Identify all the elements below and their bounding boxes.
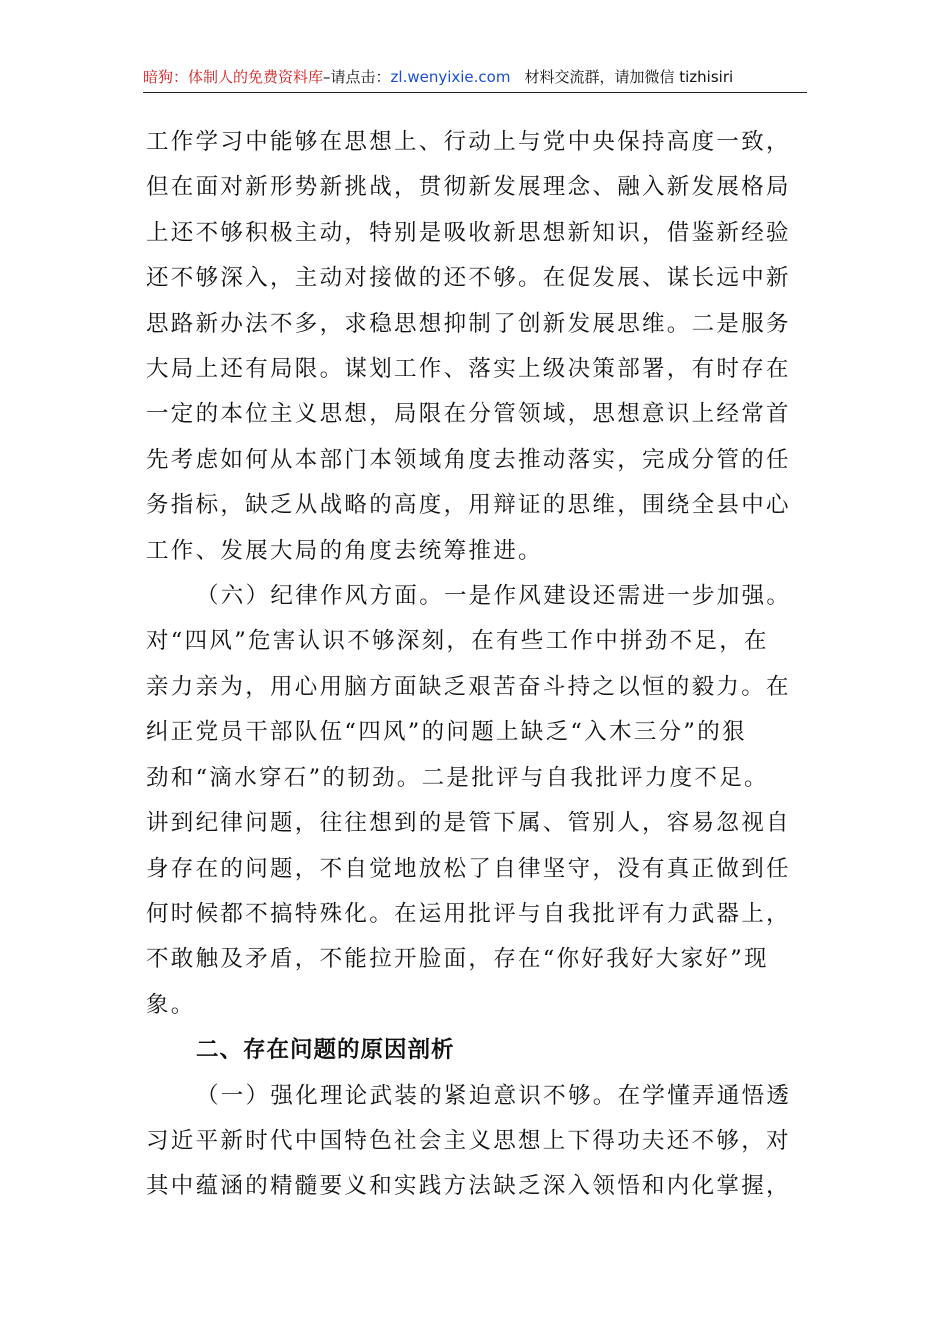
document-body [146, 120, 811, 1210]
text-line: 亲力亲为，用心用脑方面缺乏艰苦奋斗持之以恒的毅力。在 [146, 673, 791, 700]
text-line: 身存在的问题，不自觉地放松了自律坚守，没有真正做到任 [146, 855, 791, 882]
text-line: （六）纪律作风方面。一是作风建设还需进一步加强。 [196, 583, 792, 610]
text-line: 何时候都不搞特殊化。在运用批评与自我批评有力武器上， [146, 900, 791, 927]
text-line: 务指标，缺乏从战略的高度，用辩证的思维，围绕全县中心 [146, 492, 791, 519]
text-line: 大局上还有局限。谋划工作、落实上级决策部署，有时存在 [146, 356, 791, 383]
text-line: 思路新办法不多，求稳思想抑制了创新发展思维。二是服务 [146, 310, 791, 337]
text-line: 其中蕴涵的精髓要义和实践方法缺乏深入领悟和内化掌握， [146, 1173, 791, 1200]
header-contact: 材料交流群，请加微信 tizhisiri [524, 68, 734, 86]
text-line: 象。 [146, 991, 196, 1018]
text-line: 纠正党员干部队伍“四风”的问题上缺乏“入木三分”的狠 [146, 719, 747, 746]
text-line: 讲到纪律问题，往往想到的是管下属、管别人，容易忽视自 [146, 810, 791, 837]
text-line: 劲和“滴水穿石”的韧劲。二是批评与自我批评力度不足。 [146, 764, 769, 791]
text-line: 但在面对新形势新挑战，贯彻新发展理念、融入新发展格局 [146, 174, 791, 201]
header-prompt: –请点击： [323, 68, 391, 86]
paragraph-2 [146, 574, 811, 1028]
paragraph-3 [146, 1074, 811, 1210]
text-line: 一定的本位主义思想，局限在分管领域，思想意识上经常首 [146, 401, 791, 428]
text-line: 先考虑如何从本部门本领域角度去推动落实，完成分管的任 [146, 446, 791, 473]
section-heading: 二、存在问题的原因剖析 [196, 1037, 455, 1064]
page-header [143, 62, 807, 93]
text-line: 还不够深入，主动对接做的还不够。在促发展、谋长远中新 [146, 265, 791, 292]
text-line: 上还不够积极主动，特别是吸收新思想新知识，借鉴新经验 [146, 219, 791, 246]
text-line: 工作学习中能够在思想上、行动上与党中央保持高度一致， [146, 129, 791, 155]
text-line: 工作、发展大局的角度去统筹推进。 [146, 537, 543, 564]
paragraph-1 [146, 120, 811, 574]
text-line: （一）强化理论武装的紧迫意识不够。在学懂弄通悟透 [196, 1082, 792, 1109]
text-line: 对“四风”危害认识不够深刻，在有些工作中拼劲不足，在 [146, 628, 769, 655]
header-link[interactable]: zl.wenyixie.com [390, 68, 511, 86]
text-line: 习近平新时代中国特色社会主义思想上下得功夫还不够，对 [146, 1127, 791, 1154]
header-brand: 暗狗：体制人的免费资料库 [143, 68, 324, 86]
text-line: 不敢触及矛盾，不能拉开脸面，存在“你好我好大家好”现 [146, 946, 769, 973]
